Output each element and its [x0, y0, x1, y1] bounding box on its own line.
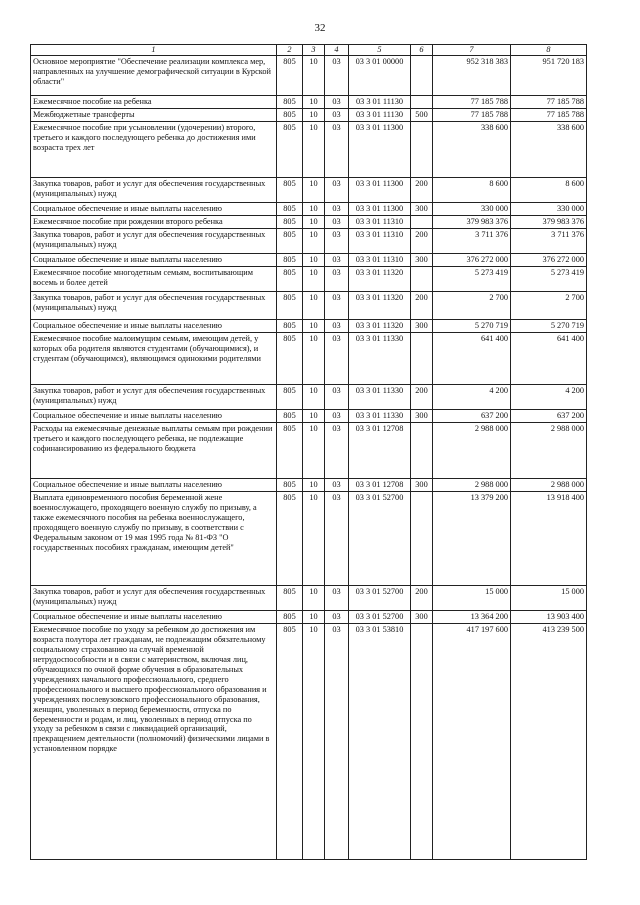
target-article-code: 03 3 01 12708	[349, 478, 411, 491]
target-article-code: 03 3 01 11320	[349, 291, 411, 319]
amount-year-2: 13 918 400	[511, 491, 587, 585]
table-row	[31, 623, 587, 859]
amount-year-2: 3 711 376	[511, 228, 587, 253]
row-description: Расходы на ежемесячные денежные выплаты семьям при рождении третьего и каждого последующего ребенка, не подлежащие софинансированию из федерального бюджета	[31, 422, 277, 478]
section-code: 10	[303, 215, 325, 228]
row-description: Социальное обеспечение и иные выплаты населению	[31, 478, 277, 491]
subsection-code: 03	[325, 55, 349, 95]
row-description: Ежемесячное пособие малоимущим семьям, имеющим детей, у которых оба родителя являются студентами (обучающимися), и студентам (обучающимся), являющимся одинокими родителями	[31, 332, 277, 384]
ministry-code: 805	[277, 384, 303, 409]
row-description: Социальное обеспечение и иные выплаты населению	[31, 610, 277, 623]
target-article-code: 03 3 01 11310	[349, 253, 411, 266]
expense-type-code	[411, 332, 433, 384]
amount-year-2: 376 272 000	[511, 253, 587, 266]
target-article-code: 03 3 01 11300	[349, 121, 411, 177]
subsection-code: 03	[325, 95, 349, 108]
expense-type-code: 200	[411, 384, 433, 409]
amount-year-1: 13 379 200	[433, 491, 511, 585]
section-code: 10	[303, 177, 325, 202]
expense-type-code	[411, 491, 433, 585]
amount-year-1: 77 185 788	[433, 95, 511, 108]
header-cell: 6	[411, 45, 433, 56]
header-cell: 4	[325, 45, 349, 56]
target-article-code: 03 3 01 11330	[349, 384, 411, 409]
ministry-code: 805	[277, 266, 303, 291]
subsection-code: 03	[325, 266, 349, 291]
expense-type-code: 200	[411, 585, 433, 610]
ministry-code: 805	[277, 491, 303, 585]
amount-year-2: 13 903 400	[511, 610, 587, 623]
row-description: Межбюджетные трансферты	[31, 108, 277, 121]
target-article-code: 03 3 01 11300	[349, 202, 411, 215]
table-row	[31, 332, 587, 384]
amount-year-2: 2 988 000	[511, 422, 587, 478]
amount-year-2: 637 200	[511, 409, 587, 422]
target-article-code: 03 3 01 11310	[349, 215, 411, 228]
ministry-code: 805	[277, 585, 303, 610]
amount-year-1: 379 983 376	[433, 215, 511, 228]
row-description: Социальное обеспечение и иные выплаты населению	[31, 202, 277, 215]
table-row	[31, 95, 587, 108]
subsection-code: 03	[325, 202, 349, 215]
table-row	[31, 55, 587, 95]
subsection-code: 03	[325, 177, 349, 202]
amount-year-2: 951 720 183	[511, 55, 587, 95]
table-header-row	[31, 45, 587, 56]
ministry-code: 805	[277, 332, 303, 384]
table-row	[31, 266, 587, 291]
table-row	[31, 422, 587, 478]
amount-year-2: 2 988 000	[511, 478, 587, 491]
ministry-code: 805	[277, 478, 303, 491]
subsection-code: 03	[325, 108, 349, 121]
target-article-code: 03 3 01 11320	[349, 319, 411, 332]
table-row	[31, 478, 587, 491]
target-article-code: 03 3 01 52700	[349, 610, 411, 623]
expense-type-code: 300	[411, 478, 433, 491]
amount-year-2: 641 400	[511, 332, 587, 384]
section-code: 10	[303, 95, 325, 108]
table-row	[31, 253, 587, 266]
expense-type-code	[411, 95, 433, 108]
expense-type-code	[411, 55, 433, 95]
target-article-code: 03 3 01 11330	[349, 409, 411, 422]
table-row	[31, 291, 587, 319]
target-article-code: 03 3 01 12708	[349, 422, 411, 478]
section-code: 10	[303, 422, 325, 478]
amount-year-2: 77 185 788	[511, 108, 587, 121]
amount-year-2: 338 600	[511, 121, 587, 177]
subsection-code: 03	[325, 253, 349, 266]
amount-year-1: 77 185 788	[433, 108, 511, 121]
header-cell: 5	[349, 45, 411, 56]
ministry-code: 805	[277, 409, 303, 422]
ministry-code: 805	[277, 610, 303, 623]
subsection-code: 03	[325, 610, 349, 623]
amount-year-1: 376 272 000	[433, 253, 511, 266]
section-code: 10	[303, 253, 325, 266]
amount-year-1: 3 711 376	[433, 228, 511, 253]
subsection-code: 03	[325, 478, 349, 491]
budget-table	[30, 44, 587, 860]
row-description: Ежемесячное пособие при рождении второго ребенка	[31, 215, 277, 228]
amount-year-2: 4 200	[511, 384, 587, 409]
table-row	[31, 177, 587, 202]
section-code: 10	[303, 108, 325, 121]
section-code: 10	[303, 623, 325, 859]
ministry-code: 805	[277, 623, 303, 859]
target-article-code: 03 3 01 11130	[349, 95, 411, 108]
subsection-code: 03	[325, 422, 349, 478]
amount-year-1: 4 200	[433, 384, 511, 409]
subsection-code: 03	[325, 623, 349, 859]
ministry-code: 805	[277, 253, 303, 266]
expense-type-code: 300	[411, 409, 433, 422]
amount-year-1: 637 200	[433, 409, 511, 422]
subsection-code: 03	[325, 319, 349, 332]
amount-year-2: 77 185 788	[511, 95, 587, 108]
amount-year-1: 952 318 383	[433, 55, 511, 95]
expense-type-code	[411, 422, 433, 478]
subsection-code: 03	[325, 491, 349, 585]
row-description: Ежемесячное пособие при усыновлении (удочерении) второго, третьего и каждого последующего ребенка до достижения ими возраста трех лет	[31, 121, 277, 177]
amount-year-1: 417 197 600	[433, 623, 511, 859]
row-description: Ежемесячное пособие многодетным семьям, воспитывающим восемь и более детей	[31, 266, 277, 291]
ministry-code: 805	[277, 291, 303, 319]
section-code: 10	[303, 228, 325, 253]
section-code: 10	[303, 121, 325, 177]
header-cell: 8	[511, 45, 587, 56]
amount-year-1: 8 600	[433, 177, 511, 202]
amount-year-1: 5 270 719	[433, 319, 511, 332]
section-code: 10	[303, 319, 325, 332]
target-article-code: 03 3 01 52700	[349, 491, 411, 585]
table-row	[31, 215, 587, 228]
expense-type-code: 300	[411, 202, 433, 215]
amount-year-1: 2 700	[433, 291, 511, 319]
header-cell: 3	[303, 45, 325, 56]
section-code: 10	[303, 384, 325, 409]
ministry-code: 805	[277, 108, 303, 121]
target-article-code: 03 3 01 11300	[349, 177, 411, 202]
expense-type-code: 200	[411, 291, 433, 319]
amount-year-1: 2 988 000	[433, 422, 511, 478]
table-row	[31, 384, 587, 409]
subsection-code: 03	[325, 409, 349, 422]
table-row	[31, 202, 587, 215]
target-article-code: 03 3 01 11320	[349, 266, 411, 291]
row-description: Закупка товаров, работ и услуг для обеспечения государственных (муниципальных) нужд	[31, 384, 277, 409]
amount-year-2: 5 273 419	[511, 266, 587, 291]
row-description: Ежемесячное пособие на ребенка	[31, 95, 277, 108]
header-cell: 1	[31, 45, 277, 56]
amount-year-1: 13 364 200	[433, 610, 511, 623]
expense-type-code: 300	[411, 319, 433, 332]
section-code: 10	[303, 478, 325, 491]
expense-type-code	[411, 215, 433, 228]
table-row	[31, 108, 587, 121]
target-article-code: 03 3 01 00000	[349, 55, 411, 95]
table-row	[31, 610, 587, 623]
row-description: Закупка товаров, работ и услуг для обеспечения государственных (муниципальных) нужд	[31, 585, 277, 610]
ministry-code: 805	[277, 202, 303, 215]
amount-year-2: 5 270 719	[511, 319, 587, 332]
subsection-code: 03	[325, 585, 349, 610]
expense-type-code	[411, 266, 433, 291]
amount-year-2: 413 239 500	[511, 623, 587, 859]
target-article-code: 03 3 01 11330	[349, 332, 411, 384]
table-row	[31, 319, 587, 332]
row-description: Закупка товаров, работ и услуг для обеспечения государственных (муниципальных) нужд	[31, 177, 277, 202]
subsection-code: 03	[325, 228, 349, 253]
amount-year-2: 379 983 376	[511, 215, 587, 228]
subsection-code: 03	[325, 121, 349, 177]
section-code: 10	[303, 266, 325, 291]
subsection-code: 03	[325, 384, 349, 409]
amount-year-1: 5 273 419	[433, 266, 511, 291]
table-row	[31, 228, 587, 253]
row-description: Социальное обеспечение и иные выплаты населению	[31, 253, 277, 266]
table-row	[31, 491, 587, 585]
section-code: 10	[303, 291, 325, 319]
row-description: Социальное обеспечение и иные выплаты населению	[31, 409, 277, 422]
row-description: Закупка товаров, работ и услуг для обеспечения государственных (муниципальных) нужд	[31, 228, 277, 253]
row-description: Выплата единовременного пособия беременной жене военнослужащего, проходящего военную службу по призыву, а также ежемесячного пособия на ребенка военнослужащего, проходящего военную службу по призыву, в соответствии с Федеральным законом от 19 мая 1995 года № 81-ФЗ "О государственных пособиях гражданам, имеющим детей"	[31, 491, 277, 585]
ministry-code: 805	[277, 55, 303, 95]
target-article-code: 03 3 01 11130	[349, 108, 411, 121]
amount-year-1: 2 988 000	[433, 478, 511, 491]
amount-year-1: 330 000	[433, 202, 511, 215]
section-code: 10	[303, 585, 325, 610]
ministry-code: 805	[277, 228, 303, 253]
target-article-code: 03 3 01 52700	[349, 585, 411, 610]
header-cell: 2	[277, 45, 303, 56]
amount-year-2: 8 600	[511, 177, 587, 202]
row-description: Закупка товаров, работ и услуг для обеспечения государственных (муниципальных) нужд	[31, 291, 277, 319]
section-code: 10	[303, 55, 325, 95]
expense-type-code: 300	[411, 253, 433, 266]
amount-year-2: 15 000	[511, 585, 587, 610]
ministry-code: 805	[277, 319, 303, 332]
amount-year-2: 330 000	[511, 202, 587, 215]
table-row	[31, 409, 587, 422]
row-description: Социальное обеспечение и иные выплаты населению	[31, 319, 277, 332]
ministry-code: 805	[277, 121, 303, 177]
expense-type-code	[411, 623, 433, 859]
section-code: 10	[303, 610, 325, 623]
ministry-code: 805	[277, 215, 303, 228]
amount-year-1: 338 600	[433, 121, 511, 177]
amount-year-1: 15 000	[433, 585, 511, 610]
section-code: 10	[303, 409, 325, 422]
subsection-code: 03	[325, 215, 349, 228]
page-number: 32	[314, 22, 326, 34]
header-cell: 7	[433, 45, 511, 56]
table-row	[31, 585, 587, 610]
subsection-code: 03	[325, 332, 349, 384]
row-description: Ежемесячное пособие по уходу за ребенком до достижения им возраста полутора лет гражданам, не подлежащим обязательному социальному страхованию на случай временной нетрудоспособности и в связи с материнством, включая лиц, обучающихся по очной форме обучения в образовательных учреждениях начального профессионального, среднего профессионального и высшего профессионального образования и учреждениях послевузовского профессионального образования, женщин, уволенных в период беременности, отпуска по беременности и родам, и лиц, уволенных в период отпуска по уходу за ребенком в связи с ликвидацией организаций, прекращением деятельности (полномочий) физическими лицами в установленном порядке	[31, 623, 277, 859]
expense-type-code: 300	[411, 610, 433, 623]
section-code: 10	[303, 491, 325, 585]
ministry-code: 805	[277, 422, 303, 478]
target-article-code: 03 3 01 11310	[349, 228, 411, 253]
expense-type-code	[411, 121, 433, 177]
expense-type-code: 200	[411, 228, 433, 253]
subsection-code: 03	[325, 291, 349, 319]
ministry-code: 805	[277, 95, 303, 108]
section-code: 10	[303, 202, 325, 215]
ministry-code: 805	[277, 177, 303, 202]
table-row	[31, 121, 587, 177]
row-description: Основное мероприятие "Обеспечение реализации комплекса мер, направленных на улучшение демографической ситуации в Курской области"	[31, 55, 277, 95]
amount-year-2: 2 700	[511, 291, 587, 319]
section-code: 10	[303, 332, 325, 384]
target-article-code: 03 3 01 53810	[349, 623, 411, 859]
expense-type-code: 200	[411, 177, 433, 202]
amount-year-1: 641 400	[433, 332, 511, 384]
expense-type-code: 500	[411, 108, 433, 121]
